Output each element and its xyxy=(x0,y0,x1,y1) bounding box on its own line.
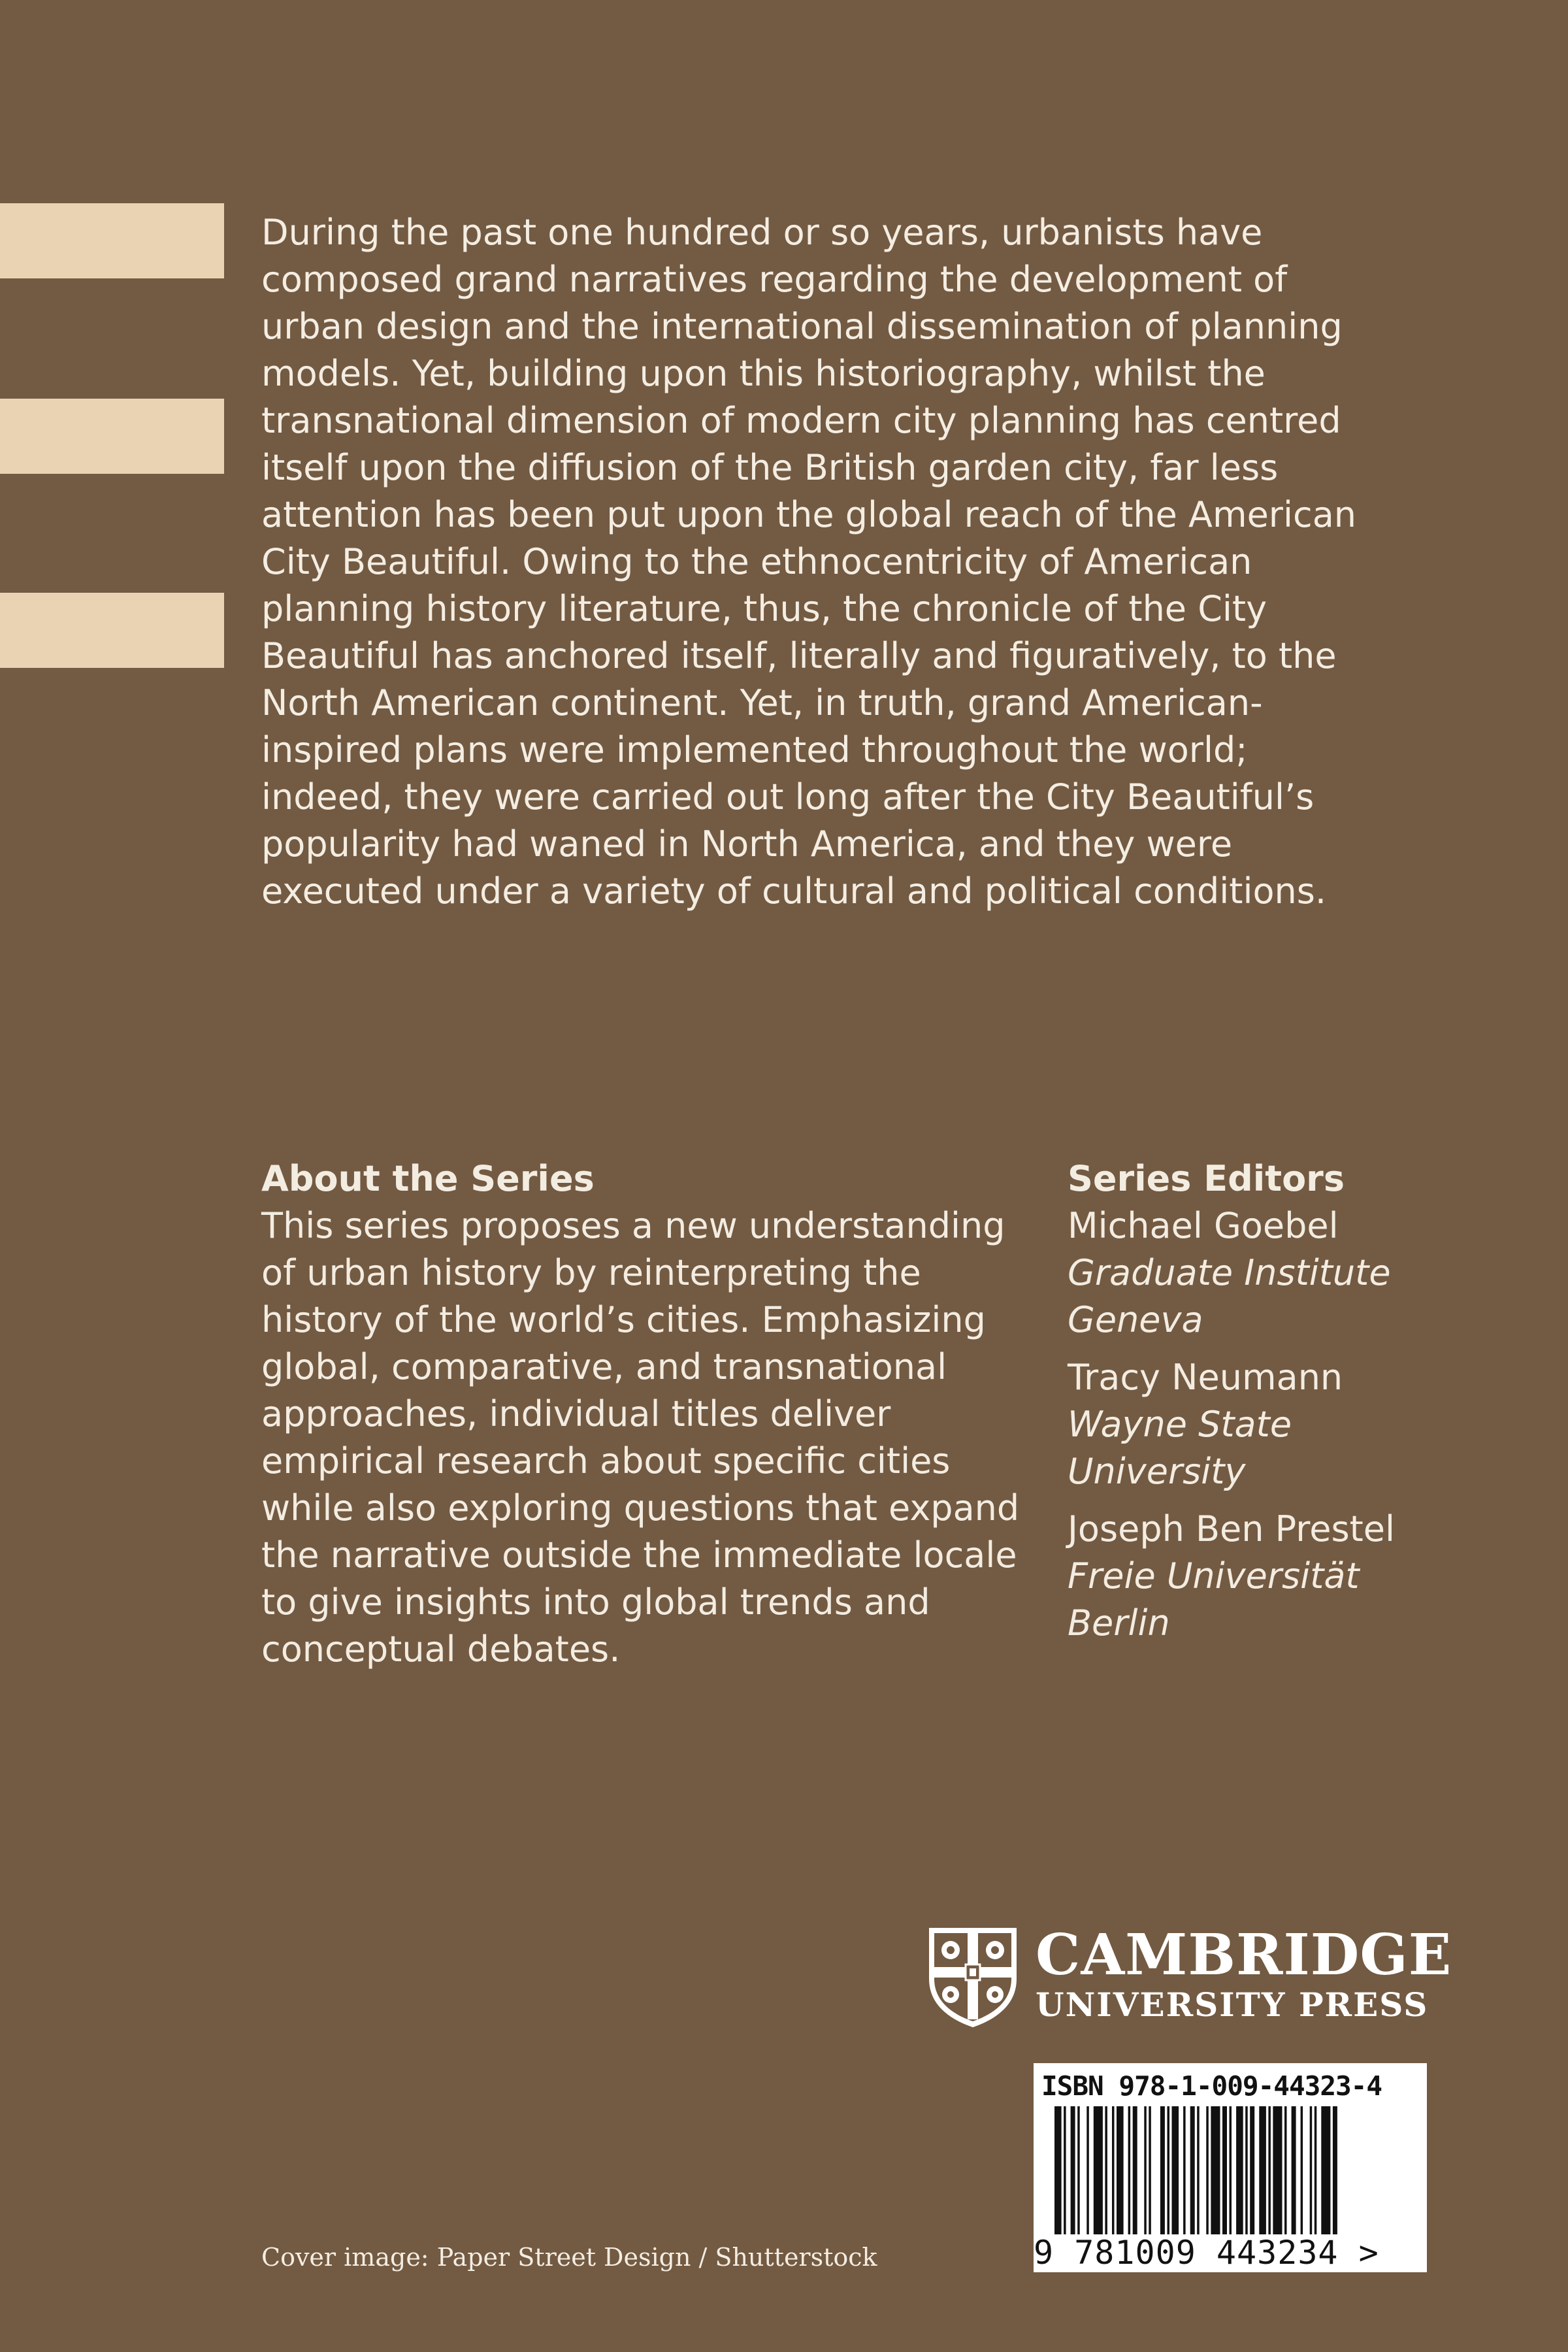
barcode-bar xyxy=(1301,2106,1303,2234)
barcode-bar xyxy=(1310,2106,1313,2234)
editor-name: Michael Goebel xyxy=(1068,1205,1339,1246)
decorative-bar-2 xyxy=(0,399,224,474)
barcode-bar xyxy=(1071,2106,1075,2234)
about-line: This series proposes a new understanding xyxy=(261,1205,1005,1246)
barcode-bar xyxy=(1197,2106,1200,2234)
barcode-bar xyxy=(1211,2106,1220,2234)
barcode-bar xyxy=(1315,2106,1317,2234)
barcode-bar xyxy=(1128,2106,1131,2234)
barcode-bar xyxy=(1144,2106,1147,2234)
publisher-line-1: CAMBRIDGE xyxy=(1036,1922,1452,1988)
barcode-bar xyxy=(1268,2106,1271,2234)
barcode-digits: 9 781009 443234 > xyxy=(1034,2234,1379,2272)
about-line: empirical research about specific cities xyxy=(261,1440,951,1482)
barcode-bar xyxy=(1086,2106,1089,2234)
barcode-bar xyxy=(1054,2106,1062,2234)
blurb-line: composed grand narratives regarding the development of xyxy=(261,259,1288,300)
barcode-bar xyxy=(1064,2106,1066,2234)
barcode-bar xyxy=(1112,2106,1115,2234)
blurb-line: popularity had waned in North America, and they were xyxy=(261,823,1233,865)
about-line: conceptual debates. xyxy=(261,1629,621,1670)
barcode-bar xyxy=(1333,2106,1337,2234)
barcode-bar xyxy=(1133,2106,1137,2234)
barcode-bar xyxy=(1117,2106,1124,2234)
about-line: history of the world’s cities. Emphasizing xyxy=(261,1299,986,1340)
barcode-bar xyxy=(1245,2106,1248,2234)
barcode-bar xyxy=(1321,2106,1330,2234)
editor-institution: University xyxy=(1068,1451,1246,1492)
barcode-bar xyxy=(1183,2106,1186,2234)
editor-institution: Wayne State xyxy=(1068,1404,1292,1445)
barcode-bar xyxy=(1172,2106,1179,2234)
editor-institution: Freie Universität xyxy=(1068,1555,1360,1597)
about-the-series xyxy=(261,1155,1045,1673)
publisher-line-2: UNIVERSITY PRESS xyxy=(1036,1985,1429,2024)
editor-institution: Berlin xyxy=(1068,1602,1170,1644)
about-heading: About the Series xyxy=(261,1158,595,1199)
series-editors xyxy=(1068,1155,1538,1657)
editor-name: Tracy Neumann xyxy=(1068,1357,1343,1398)
barcode-bar xyxy=(1292,2106,1296,2234)
blurb-line: During the past one hundred or so years, urbanists have xyxy=(261,212,1263,253)
barcode-bar xyxy=(1105,2106,1107,2234)
editor-institution: Geneva xyxy=(1068,1299,1203,1340)
barcode-bar xyxy=(1077,2106,1080,2234)
about-line: of urban history by reinterpreting the xyxy=(261,1252,921,1293)
about-line: while also exploring questions that expand xyxy=(261,1487,1020,1529)
blurb-line: executed under a variety of cultural and political conditions. xyxy=(261,870,1327,912)
publisher-name xyxy=(1036,1924,1452,2023)
barcode-bar xyxy=(1273,2106,1282,2234)
barcode-bar xyxy=(1190,2106,1195,2234)
blurb-line: Beautiful has anchored itself, literally and figuratively, to the xyxy=(261,635,1337,676)
publisher-logo xyxy=(928,1922,1452,2029)
blurb-line: North American continent. Yet, in truth, grand American- xyxy=(261,682,1263,723)
barcode-bar xyxy=(1168,2106,1170,2234)
barcode-bar xyxy=(1259,2106,1266,2234)
editor-name: Joseph Ben Prestel xyxy=(1068,1508,1396,1549)
blurb-line: City Beautiful. Owing to the ethnocentricity of American xyxy=(261,541,1252,582)
blurb-line: models. Yet, building upon this historiography, whilst the xyxy=(261,353,1266,394)
editor-entry xyxy=(1068,1354,1538,1495)
cambridge-shield-icon xyxy=(928,1927,1018,2027)
barcode-bar xyxy=(1250,2106,1254,2234)
decorative-bar-3 xyxy=(0,593,224,668)
barcode-bar xyxy=(1206,2106,1209,2234)
blurb-line: indeed, they were carried out long after the City Beautiful’s xyxy=(261,776,1315,818)
book-blurb xyxy=(261,209,1437,915)
editor-entry xyxy=(1068,1202,1538,1344)
isbn-label: ISBN 978-1-009-44323-4 xyxy=(1041,2070,1382,2102)
barcode-bar xyxy=(1236,2106,1243,2234)
blurb-line: planning history literature, thus, the chronicle of the City xyxy=(261,588,1267,629)
barcode-bar xyxy=(1230,2106,1232,2234)
barcode-bar xyxy=(1149,2106,1151,2234)
barcode-bar xyxy=(1160,2106,1165,2234)
editor-institution: Graduate Institute xyxy=(1068,1252,1391,1293)
editors-heading: Series Editors xyxy=(1068,1158,1345,1199)
decorative-bar-1 xyxy=(0,203,224,278)
blurb-line: attention has been put upon the global reach of the American xyxy=(261,494,1357,535)
cover-image-credit: Cover image: Paper Street Design / Shutterstock xyxy=(261,2243,877,2272)
blurb-line: transnational dimension of modern city planning has centred xyxy=(261,400,1341,441)
about-line: to give insights into global trends and xyxy=(261,1582,930,1623)
barcode-bars xyxy=(1041,2106,1419,2234)
barcode-bar xyxy=(1222,2106,1227,2234)
blurb-line: inspired plans were implemented throughout the world; xyxy=(261,729,1248,770)
about-line: approaches, individual titles deliver xyxy=(261,1393,891,1434)
barcode-bar xyxy=(1094,2106,1103,2234)
blurb-line: urban design and the international dissemination of planning xyxy=(261,306,1343,347)
blurb-line: itself upon the diffusion of the British garden city, far less xyxy=(261,447,1279,488)
about-line: global, comparative, and transnational xyxy=(261,1346,947,1387)
editor-entry xyxy=(1068,1506,1538,1647)
isbn-barcode xyxy=(1034,2063,1427,2272)
about-line: the narrative outside the immediate locale xyxy=(261,1534,1017,1576)
barcode-bar xyxy=(1284,2106,1287,2234)
